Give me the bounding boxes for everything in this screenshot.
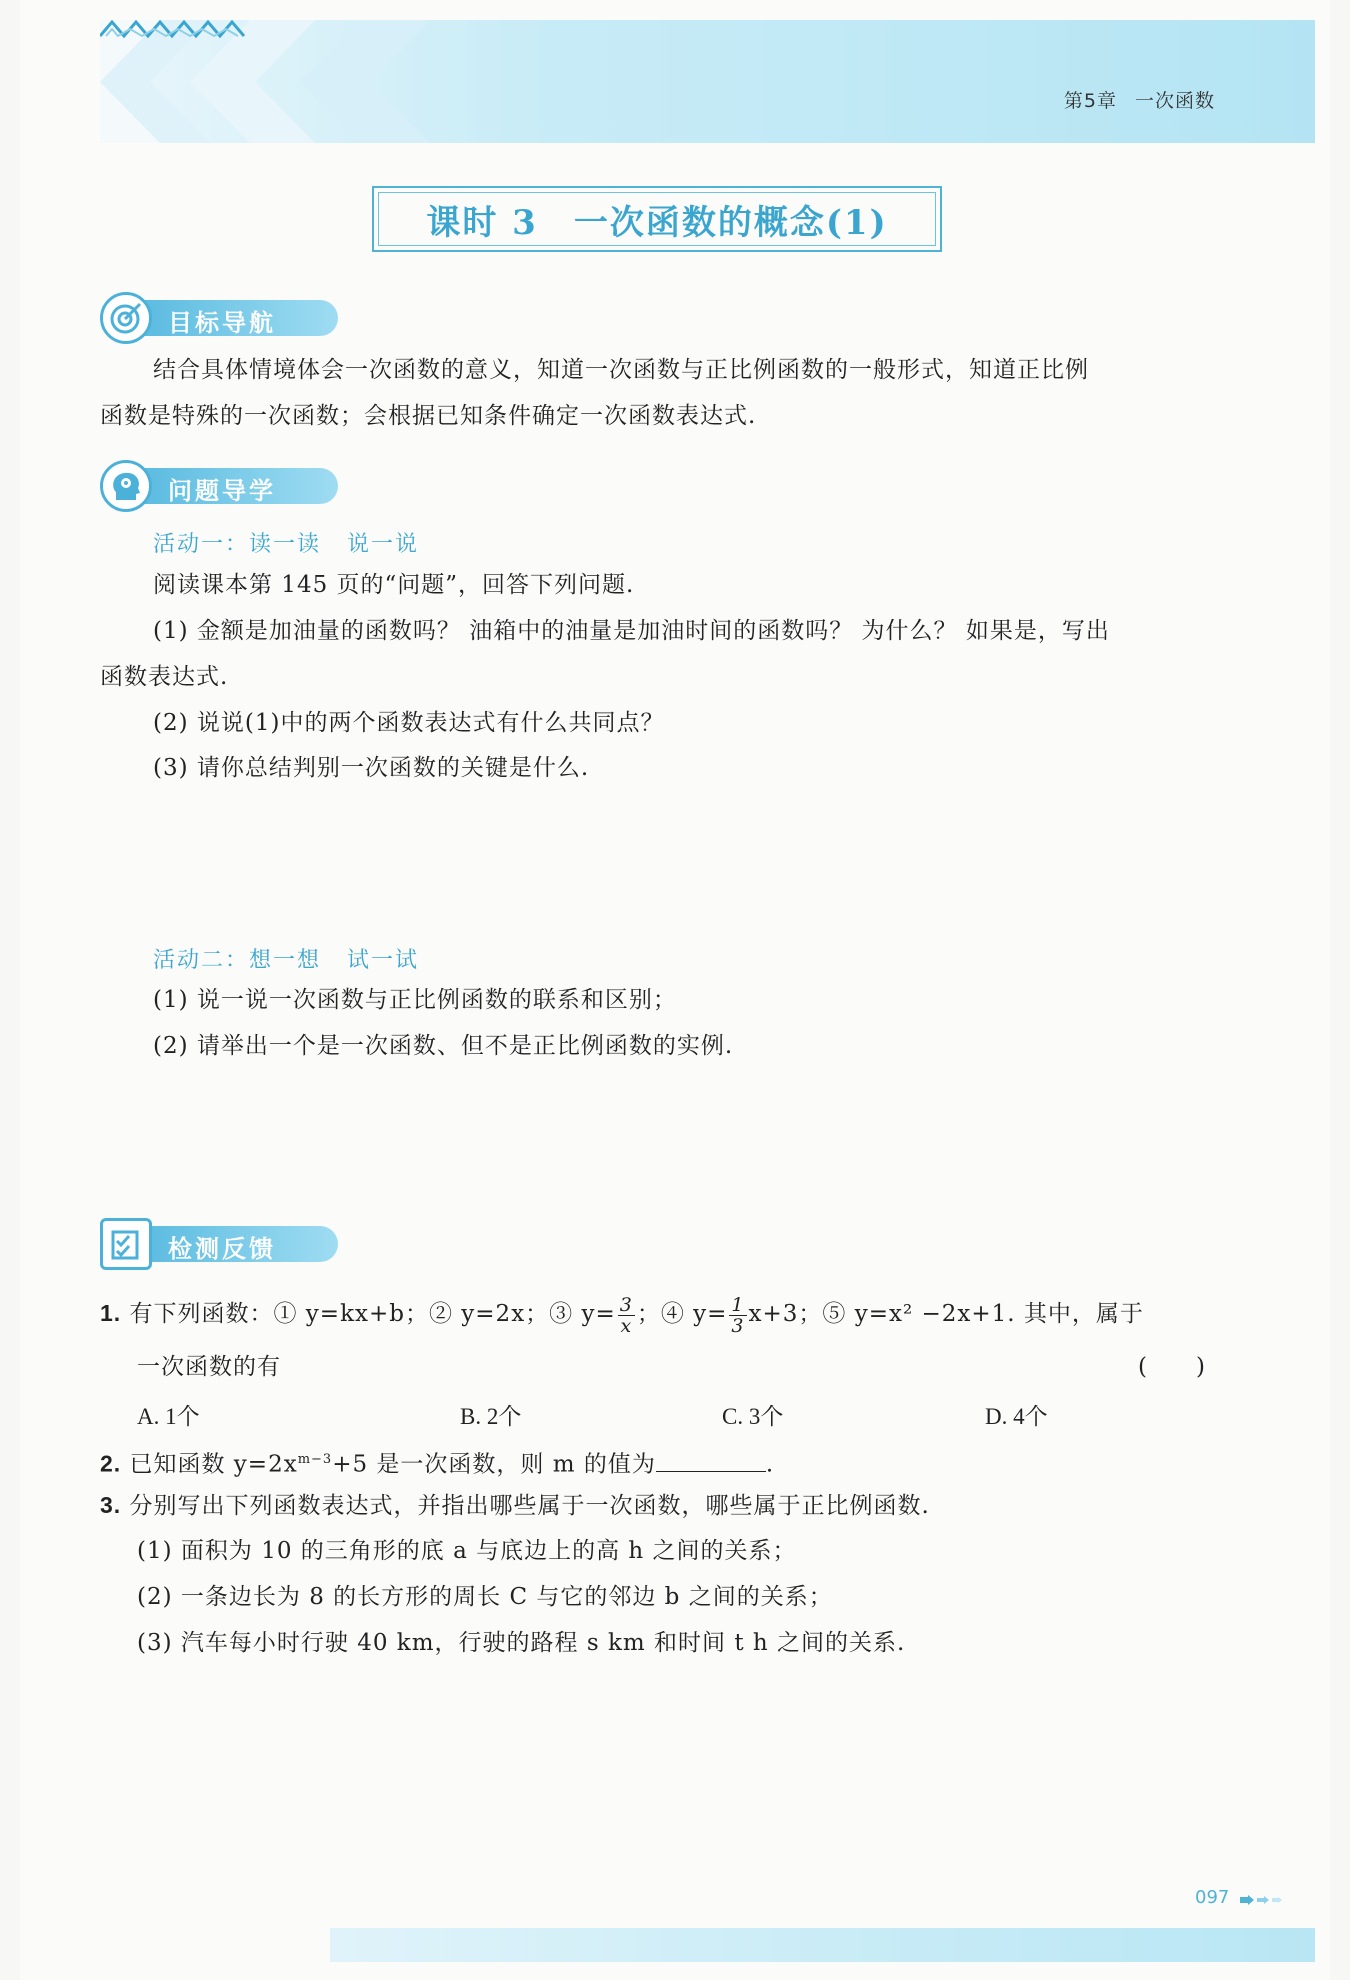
function-4-suffix: x+3；: [748, 1301, 823, 1327]
target-icon: [100, 292, 152, 344]
activity1-title: [153, 527, 419, 558]
option-d: D. 4个: [985, 1404, 1048, 1429]
fraction-3-over-x: [618, 1295, 635, 1336]
section-title-goal: 目标导航: [168, 309, 276, 337]
footer-band: [330, 1928, 1315, 1962]
section-title-guide: 问题导学: [168, 477, 276, 505]
checklist-icon: [100, 1218, 152, 1270]
goal-text-line2: 函数是特殊的一次函数；会根据已知条件确定一次函数表达式.: [100, 403, 757, 429]
exercise-3: [100, 1490, 930, 1521]
function-4-prefix: ；④ y=: [636, 1301, 728, 1327]
chapter-number: 第5章: [1063, 90, 1117, 112]
function-1: ① y=kx+b；: [273, 1301, 429, 1327]
exercise-2-suffix: +5 是一次函数，则 m 的值为: [332, 1451, 656, 1478]
exercise-2-prefix: 已知函数 y=2x: [129, 1451, 298, 1478]
answer-blank[interactable]: [656, 1449, 766, 1472]
section-badge-check: [100, 1218, 345, 1268]
exercise-3-number: 3.: [100, 1492, 122, 1518]
activity1-q2: (2) 说说(1)中的两个函数表达式有什么共同点？: [153, 710, 665, 736]
page-number: 097: [1195, 1887, 1230, 1908]
exercise-3-part3: (3) 汽车每小时行驶 40 km，行驶的路程 s km 和时间 t h 之间的关系.: [137, 1630, 906, 1656]
answer-parentheses: ( ): [1138, 1354, 1206, 1380]
chapter-title: 一次函数: [1134, 90, 1215, 112]
activity2-q2: (2) 请举出一个是一次函数、但不是正比例函数的实例.: [153, 1033, 734, 1059]
exercise-1-line2: 一次函数的有: [137, 1354, 281, 1380]
option-a: A. 1个: [137, 1404, 200, 1429]
fraction-denominator: x: [620, 1314, 633, 1337]
fraction-denominator: 3: [731, 1314, 745, 1337]
section-title-check: 检测反馈: [168, 1235, 276, 1263]
chapter-label: [1064, 86, 1215, 113]
exercise-3-stem: 分别写出下列函数表达式，并指出哪些属于一次函数，哪些属于正比例函数.: [129, 1493, 930, 1519]
fraction-numerator: 1: [731, 1293, 745, 1316]
function-2: ② y=2x；: [428, 1301, 550, 1327]
mountains-ornament: [100, 20, 245, 38]
fraction-1-over-3: [729, 1295, 746, 1336]
function-3-prefix: ③ y=: [549, 1301, 616, 1327]
activity1-q1-line2: 函数表达式.: [100, 664, 229, 690]
exponent: m−3: [297, 1452, 333, 1467]
exercise-1-prefix: 有下列函数：: [129, 1301, 274, 1327]
activity2-q1: (1) 说一说一次函数与正比例函数的联系和区别；: [153, 987, 677, 1013]
exercise-3-part2: (2) 一条边长为 8 的长方形的周长 C 与它的邻边 b 之间的关系；: [137, 1584, 833, 1610]
section-badge-guide: [100, 460, 345, 510]
page-arrows-icon: [1240, 1895, 1285, 1905]
exercise-1-line1: [100, 1290, 1144, 1337]
goal-text-line1: 结合具体情境体会一次函数的意义，知道一次函数与正比例函数的一般形式，知道正比例: [153, 357, 1089, 383]
exercise-2-end: .: [765, 1451, 775, 1478]
function-5: ⑤ y=x² −2x+1. 其中，属于: [822, 1301, 1144, 1327]
activity1-title-a: 活动一：读一读: [153, 532, 322, 557]
activity1-q3: (3) 请你总结判别一次函数的关键是什么.: [153, 755, 590, 781]
exercise-2: [100, 1445, 774, 1480]
fraction-numerator: 3: [619, 1293, 633, 1316]
lesson-title-box: [372, 186, 942, 252]
exercise-2-number: 2.: [100, 1450, 122, 1477]
option-b: B. 2个: [460, 1404, 522, 1429]
activity2-title-b: 试一试: [347, 948, 420, 973]
section-badge-goal: [100, 292, 345, 342]
chapter-header-banner: [100, 20, 1315, 143]
lesson-title: 课时 3 一次函数的概念(1): [426, 202, 888, 243]
exercise-3-part1: (1) 面积为 10 的三角形的底 a 与底边上的高 h 之间的关系；: [137, 1538, 797, 1564]
exercise-1-number: 1.: [100, 1300, 122, 1326]
head-gear-icon: [100, 460, 152, 512]
activity1-title-b: 说一说: [347, 532, 420, 557]
activity1-q1-line1: (1) 金额是加油量的函数吗？ 油箱中的油量是加油时间的函数吗？ 为什么？ 如果是，写出: [153, 618, 1110, 644]
activity2-title: [153, 943, 419, 974]
option-c: C. 3个: [722, 1404, 784, 1429]
lesson-title-inner-border: [378, 192, 936, 246]
activity1-intro: 阅读课本第 145 页的“问题”，回答下列问题.: [153, 572, 635, 598]
banner-graphic: [100, 20, 1315, 143]
activity2-title-a: 活动二：想一想: [153, 948, 322, 973]
